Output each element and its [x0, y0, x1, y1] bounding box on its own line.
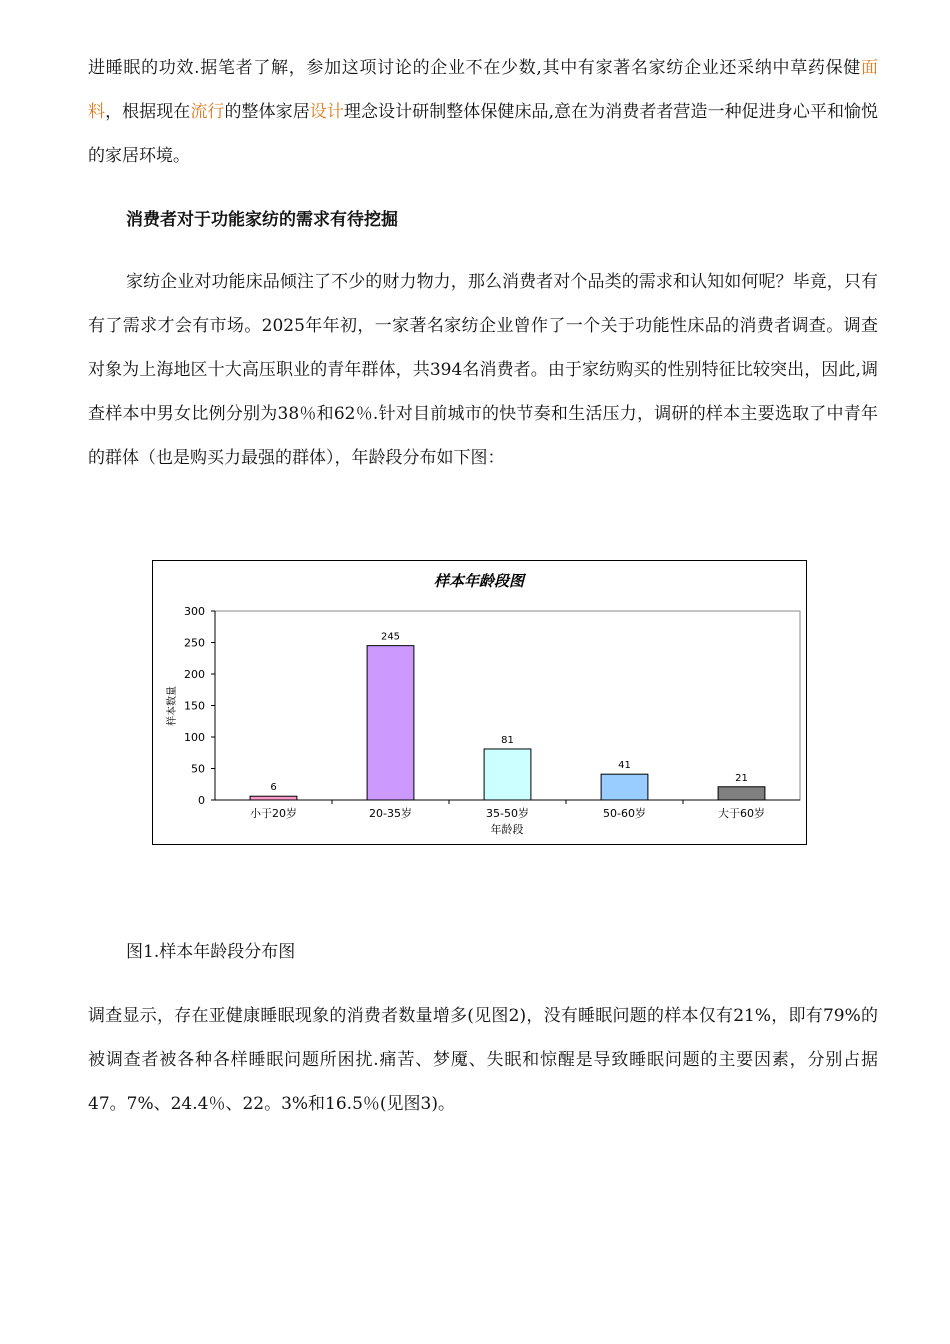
bar [601, 774, 648, 800]
bar [250, 796, 297, 800]
y-tick-label: 50 [191, 762, 205, 776]
x-tick-label: 35-50岁 [486, 807, 529, 820]
section-heading: 消费者对于功能家纺的需求有待挖掘 [126, 210, 398, 230]
paragraph-text: 理念设计研制整体保健床品,意在为消费者者营造一种促进身心平和愉悦的家居环境。 [88, 102, 879, 166]
chart-title: 样本年龄段图 [433, 572, 525, 590]
y-tick-label: 300 [184, 605, 205, 618]
age-chart [152, 560, 807, 845]
bar [718, 787, 765, 800]
bar-value-label: 81 [501, 734, 514, 746]
y-tick-label: 200 [184, 668, 205, 681]
figure-caption: 图1.样本年龄段分布图 [126, 942, 296, 962]
paragraph-text: 进睡眠的功效.据笔者了解，参加这项讨论的企业不在少数,其中有家著名家纺企业还采纳中草药保健 [88, 58, 861, 78]
y-tick-label: 100 [184, 731, 205, 744]
paragraph-findings: 调查显示，存在亚健康睡眠现象的消费者数量增多(见图2)，没有睡眠问题的样本仅有21%，即有79%的被调查者被各种各样睡眠问题所困扰.痛苦、梦魇、失眠和惊醒是导致睡眠问题的主要因素，分别占据47。7%、24.4％、22。3%和16.5％(见图3)。 [88, 1006, 878, 1114]
x-axis [215, 800, 800, 820]
bar [367, 646, 414, 800]
link-fabric[interactable]: 面料 [88, 58, 878, 122]
bar-value-label: 6 [270, 782, 277, 794]
bar-value-label: 245 [380, 631, 401, 643]
y-tick-label: 250 [184, 636, 205, 650]
paragraph-intro [88, 46, 878, 178]
paragraph-survey: 家纺企业对功能床品倾注了不少的财力物力，那么消费者对个品类的需求和认知如何呢？毕竟，只有有了需求才会有市场。2025年年初，一家著名家纺企业曾作了一个关于功能性床品的消费者调查。调查对象为上海地区十大高压职业的青年群体，共394名消费者。由于家纺购买的性别特征比较突出，因此,调查样本中男女比例分别为38％和62％.针对目前城市的快节奏和生活压力，调研的样本主要选取了中青年的群体（也是购买力最强的群体），年龄段分布如下图： [88, 272, 878, 468]
x-tick-label: 大于60岁 [718, 807, 765, 820]
paragraph-text: ，根据现在 [105, 102, 191, 122]
x-tick-label: 20-35岁 [369, 807, 412, 820]
paragraph-text: 的整体家居 [224, 102, 310, 122]
bar [484, 749, 531, 800]
bar-value-label: 21 [735, 772, 748, 784]
link-trend[interactable]: 流行 [190, 102, 225, 122]
x-tick-label: 小于20岁 [250, 807, 297, 820]
bars [250, 632, 765, 800]
x-axis-label: 年龄段 [490, 823, 524, 836]
y-tick-label: 150 [184, 699, 205, 713]
age-bar-chart [153, 561, 806, 844]
y-axis [184, 605, 215, 807]
x-tick-label: 50-60岁 [603, 807, 646, 820]
bar-value-label: 41 [618, 760, 631, 772]
y-axis-label: 样本数量 [167, 686, 178, 726]
link-design[interactable]: 设计 [309, 102, 344, 122]
y-tick-label: 0 [198, 794, 205, 807]
